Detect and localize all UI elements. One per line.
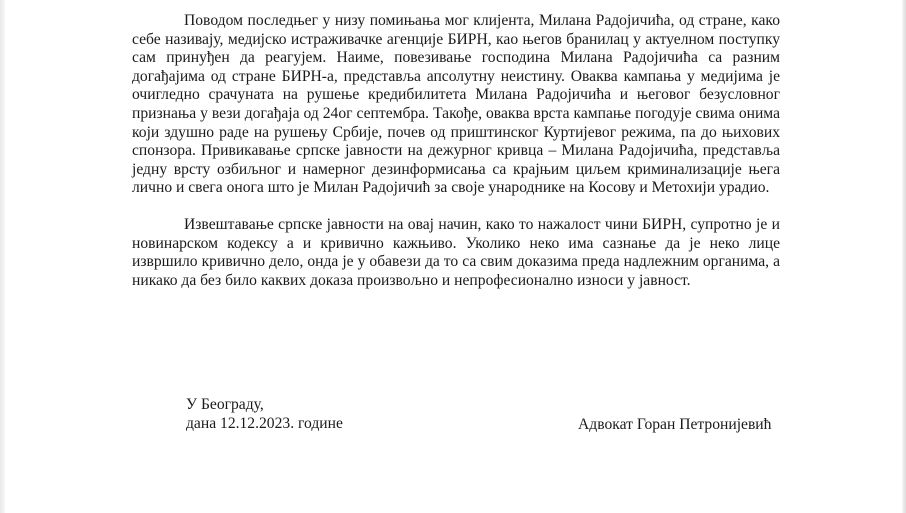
paragraph-2: Извештавање српске јавности на овај начин, како то нажалост чини БИРН, супротно је и новинарском кодексу а и кривично кажњиво. Уколико неко има сазнање да је неко лице извршило кривично дело, онда је у обавези да то са свим доказима преда надлежним органима, а никако да без било каквих доказа произвољно и непрофесионално износи у јавност.	[132, 215, 780, 289]
paragraph-1: Поводом последњег у низу помињања мог клијента, Милана Радојичића, од стране, како себе називају, медијско истраживачке агенције БИРН, као његов бранилац у актуелном поступку сам принуђен да реагујем. Наиме, повезивање господина Милана Радојичића са разним догађајима од стране БИРН-а, представља апсолутну неистину. Оваква кампања у медијима је очигледно срачуната на рушење кредибилитета Милана Радојичића и његовог безусловног признања у вези догађаја од 24ог септембра. Такође, оваква врста кампање погодује свима онима који здушно раде на рушењу Србије, почев од приштинског Куртијевог режима, па до њихових спонзора. Привикавање српске јавности на дежурног кривца – Милана Радојичића, представља једну врсту озбиљног и намерног дезинформисања са крајњим циљем криминализације њега лично и свега онога што је Милан Радојичић за своје ународнике на Косову и Метохији урадио.	[132, 12, 780, 197]
signature-line: Адвокат Горан Петронијевић	[578, 416, 772, 433]
document-body	[132, 12, 780, 290]
place-line: У Београду,	[186, 396, 264, 413]
page-edge-left	[0, 0, 5, 513]
page-edge-right	[902, 0, 906, 513]
date-line: дана 12.12.2023. године	[186, 415, 343, 432]
